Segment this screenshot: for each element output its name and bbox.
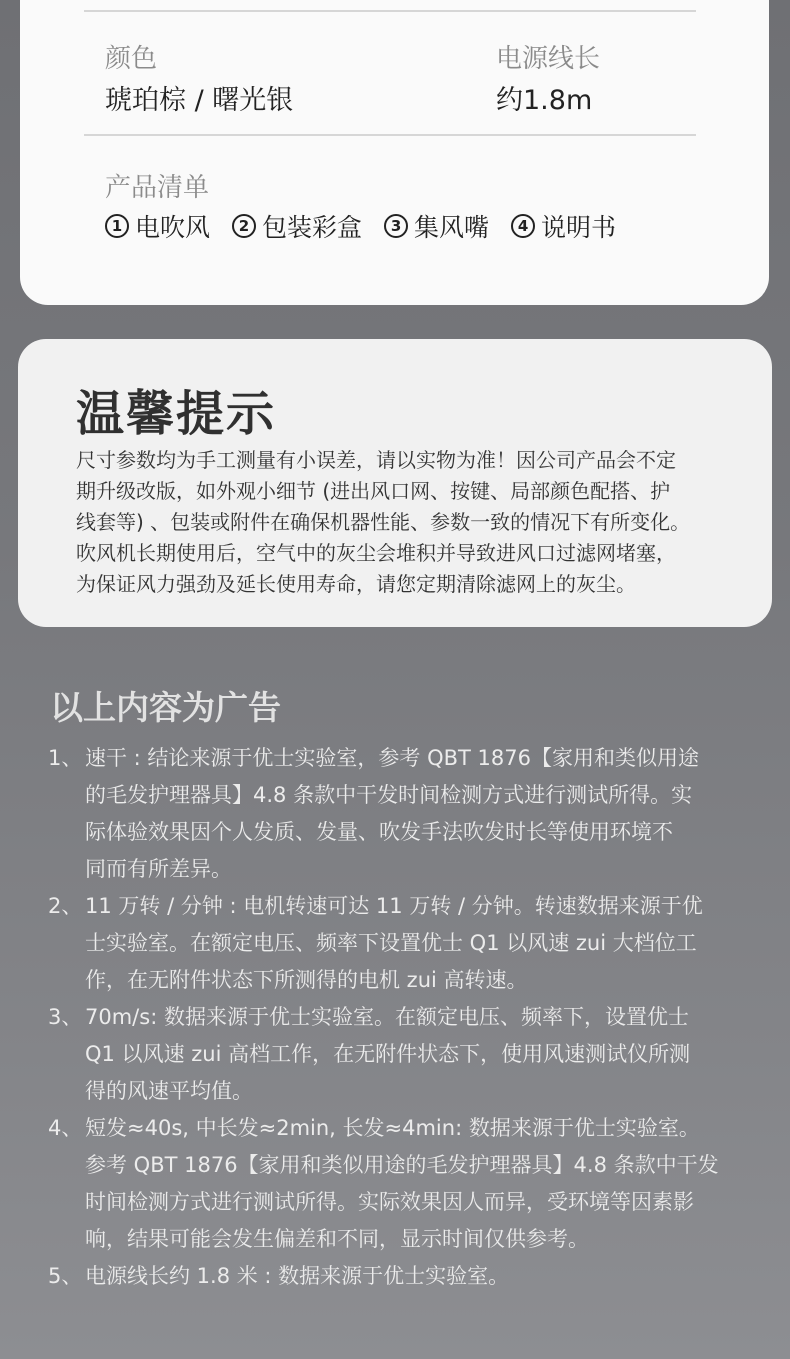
number-badge: 1 bbox=[105, 214, 129, 238]
package-item-text: 包装彩盒 bbox=[262, 213, 363, 242]
note-line: 短发≈40s, 中长发≈2min, 长发≈4min: 数据来源于优士实验室。 bbox=[85, 1116, 700, 1140]
package-item-text: 说明书 bbox=[541, 213, 617, 242]
note-number: 3、 bbox=[48, 1005, 83, 1029]
note-body bbox=[85, 999, 690, 1110]
note-line: 电源线长约 1.8 米 : 数据来源于优士实验室。 bbox=[85, 1264, 510, 1288]
package-item-text: 电吹风 bbox=[135, 213, 211, 242]
note-item bbox=[48, 888, 748, 999]
note-item bbox=[48, 1110, 748, 1258]
note-line: 时间检测方式进行测试所得。实际效果因人而异，受环境等因素影 bbox=[85, 1190, 694, 1214]
package-contents-label: 产品清单 bbox=[105, 173, 210, 203]
ad-notes bbox=[48, 740, 748, 1295]
note-line: 得的风速平均值。 bbox=[85, 1079, 253, 1103]
divider bbox=[84, 134, 696, 136]
note-item bbox=[48, 1258, 748, 1295]
package-item-text: 集风嘴 bbox=[414, 213, 490, 242]
tip-line: 为保证风力强劲及延长使用寿命，请您定期清除滤网上的灰尘。 bbox=[76, 572, 636, 596]
tip-title: 温馨提示 bbox=[76, 386, 277, 442]
note-body bbox=[85, 1110, 719, 1258]
note-line: 参考 QBT 1876【家用和类似用途的毛发护理器具】4.8 条款中干发 bbox=[85, 1153, 719, 1177]
note-line: 作，在无附件状态下所测得的电机 zui 高转速。 bbox=[85, 968, 528, 992]
note-number: 1、 bbox=[48, 746, 83, 770]
note-body bbox=[85, 1258, 509, 1295]
note-line: 70m/s: 数据来源于优士实验室。在额定电压、频率下，设置优士 bbox=[85, 1005, 689, 1029]
divider bbox=[84, 10, 696, 12]
tip-body bbox=[76, 445, 736, 600]
note-body bbox=[85, 740, 699, 888]
cord-length-label: 电源线长 bbox=[496, 44, 601, 74]
note-line: 同而有所差异。 bbox=[85, 857, 232, 881]
color-value: 琥珀棕 / 曙光银 bbox=[105, 85, 294, 116]
note-line: 11 万转 / 分钟 : 电机转速可达 11 万转 / 分钟。转速数据来源于优 bbox=[85, 894, 703, 918]
ad-title: 以上内容为广告 bbox=[50, 688, 281, 727]
note-line: 响，结果可能会发生偏差和不同，显示时间仅供参考。 bbox=[85, 1227, 589, 1251]
note-number: 2、 bbox=[48, 894, 83, 918]
spec-card bbox=[20, 0, 769, 305]
note-line: Q1 以风速 zui 高档工作，在无附件状态下，使用风速测试仪所测 bbox=[85, 1042, 691, 1066]
note-number: 5、 bbox=[48, 1264, 83, 1288]
tip-line: 吹风机长期使用后，空气中的灰尘会堆积并导致进风口过滤网堵塞， bbox=[76, 541, 676, 565]
tip-line: 期升级改版，如外观小细节 (进出风口网、按键、局部颜色配搭、护 bbox=[76, 479, 671, 503]
color-label: 颜色 bbox=[105, 44, 158, 74]
note-item bbox=[48, 740, 748, 888]
note-line: 士实验室。在额定电压、频率下设置优士 Q1 以风速 zui 大档位工 bbox=[85, 931, 697, 955]
note-item bbox=[48, 999, 748, 1110]
number-badge: 2 bbox=[232, 214, 256, 238]
tip-line: 尺寸参数均为手工测量有小误差，请以实物为准！因公司产品会不定 bbox=[76, 448, 676, 472]
package-item bbox=[384, 208, 489, 244]
note-line: 的毛发护理器具】4.8 条款中干发时间检测方式进行测试所得。实 bbox=[85, 783, 693, 807]
note-number: 4、 bbox=[48, 1116, 83, 1140]
note-body bbox=[85, 888, 703, 999]
cord-length-value: 约1.8m bbox=[496, 85, 593, 116]
package-contents-list bbox=[105, 208, 616, 244]
number-badge: 4 bbox=[511, 214, 535, 238]
package-item bbox=[105, 208, 210, 244]
number-badge: 3 bbox=[384, 214, 408, 238]
tip-line: 线套等) 、包装或附件在确保机器性能、参数一致的情况下有所变化。 bbox=[76, 510, 691, 534]
note-line: 际体验效果因个人发质、发量、吹发手法吹发时长等使用环境不 bbox=[85, 820, 673, 844]
package-item bbox=[232, 208, 362, 244]
package-item bbox=[511, 208, 616, 244]
note-line: 速干 : 结论来源于优士实验室，参考 QBT 1876【家用和类似用途 bbox=[85, 746, 699, 770]
tip-card bbox=[18, 339, 772, 627]
